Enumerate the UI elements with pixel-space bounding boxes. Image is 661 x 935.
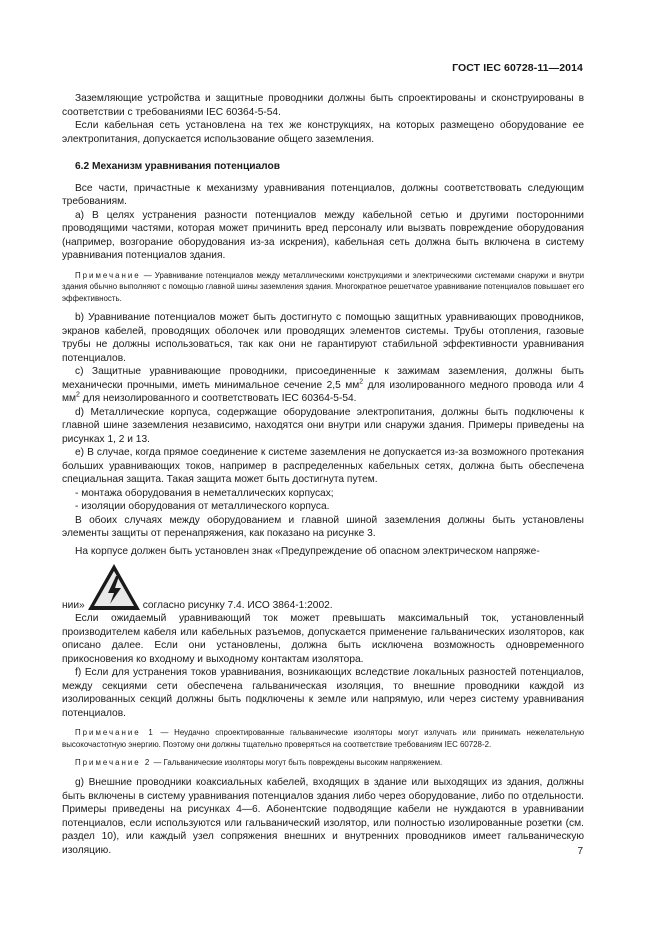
paragraph: Все части, причастные к механизму уравнивания потенциалов, должны соответствовать следующим требованиям. <box>62 182 584 207</box>
paragraph: а) В целях устранения разности потенциалов между кабельной сетью и другими посторонними проводящими частями, которая может причинить вред персоналу или вызвать повреждение оборудования (например, возгорание оборудования из-за искрения), кабельная сеть должна быть включена в систему уравнивания потенциалов здания. <box>62 209 584 261</box>
paragraph: f) Если для устранения токов уравнивания, возникающих вследствие локальных разностей потенциалов, между секциями сети обеспечена гальваническая изоляция, то внешние проводники каждой из изолированных секций должны быть подключены к земле или напрямую, или через систему уравнивания потенциалов. <box>62 667 584 719</box>
paragraph: На корпусе должен быть установлен знак «Предупреждение об опасном электрическом напряже- <box>75 545 540 557</box>
text-part: нии» <box>62 599 85 611</box>
text-part: согласно рисунку 7.4. ИСО 3864-1:2002. <box>142 599 333 611</box>
list-item: - монтажа оборудования в неметаллических корпусах; <box>75 487 334 499</box>
warning-sign-line <box>62 560 584 612</box>
note-label: Примечание 2 <box>75 758 152 768</box>
superscript: 2 <box>359 378 364 386</box>
note-label: Примечание <box>75 270 141 280</box>
paragraph: Заземляющие устройства и защитные проводники должны быть спроектированы и сконструированы в соответствии с требованиями IEC 60364-5-54. <box>62 93 584 118</box>
paragraph: g) Внешние проводники коаксиальных кабелей, входящих в здание или выходящих из здания, должны быть включены в систему уравнивания потенциалов здания либо через оборудование, либо по отдельности. Примеры приведены на рисунках 4—6. Абонентские подводящие кабели не нуждаются в уравнивании потенциалов, если используются или гальванический изолятор, или полностью изолированные розетки (см. раздел 10), или каждый узел сопряжения внешних и внутренних проводников имеет гальваническую изоляцию. <box>62 777 584 856</box>
text-part: для изолированного медного провода или 4 мм <box>62 379 584 405</box>
page-number: 7 <box>577 846 583 857</box>
paragraph: b) Уравнивание потенциалов может быть достигнуто с помощью защитных уравнивающих проводников, экранов кабелей, проводящих оболочек или проводящих элементов системы. Трубы отопления, газовые трубы не должны использоваться, так как они не гарантируют стабильной эффективности уравнивания потенциалов. <box>62 312 584 364</box>
section-heading: 6.2 Механизм уравнивания потенциалов <box>75 161 280 172</box>
paragraph: В обоих случаях между оборудованием и главной шиной заземления должны быть установлены элементы защиты от перенапряжения, как показано на рисунке 3. <box>62 514 584 540</box>
high-voltage-warning-icon <box>86 562 142 612</box>
paragraph: Если кабельная сеть установлена на тех же конструкциях, на которых размещено оборудование ее электропитания, допускается использование общего заземления. <box>62 120 584 145</box>
note-text: — Уравнивание потенциалов между металлическими конструкциями и электрическими системами снаружи и внутри здания обычно выполняют с помощью главной шины заземления здания. Многократное решетчатое уравнивание потенциалов повышает его эффективность. <box>62 270 584 303</box>
paragraph: е) В случае, когда прямое соединение к системе заземления не допускается из-за возможного протекания больших уравнивающих токов, например в распределенных кабельных сетях, должна быть обеспечена специальная защита. Такая защита может быть достигнута путем. <box>62 447 584 486</box>
note <box>62 727 584 750</box>
paragraph <box>62 365 584 406</box>
list-item: - изоляции оборудования от металлического корпуса. <box>75 501 330 513</box>
page-body <box>62 92 584 857</box>
document-header: ГОСТ IEC 60728-11—2014 <box>452 62 583 74</box>
note-label: Примечание 1 <box>75 728 155 738</box>
text-part: для неизолированного и соответствовать IEC 60364-5-54. <box>79 393 357 405</box>
paragraph: Если ожидаемый уравнивающий ток может превышать максимальный ток, установленный производителем кабеля или кабельных разъемов, допускается применение гальванических изоляторов, как описано далее. Если они установлены, должна быть исключена возможность одновременного прикосновения ко входному и выходному контактам изолятора. <box>62 613 584 665</box>
note-text: — Гальванические изоляторы могут быть повреждены высоким напряжением. <box>151 758 443 768</box>
paragraph: d) Металлические корпуса, содержащие оборудование электропитания, должны быть подключены к главной шине заземления независимо, находятся они внутри или снаружи здания. Примеры приведены на рисунках 1, 2 и 13. <box>62 406 584 445</box>
note <box>62 757 584 769</box>
note <box>62 270 584 305</box>
note-text: — Неудачно спроектированные гальванические изоляторы могут излучать или принимать нежелательную высокочастотную энергию. Поэтому они должны тщательно проверяться на соответствие требованиям IEC 60728-2. <box>62 728 584 749</box>
superscript: 2 <box>76 391 80 399</box>
text-part: с) Защитные уравнивающие проводники, присоединенные к зажимам заземления, должны быть механически прочными, иметь минимальное сечение 2,5 мм <box>62 366 584 391</box>
